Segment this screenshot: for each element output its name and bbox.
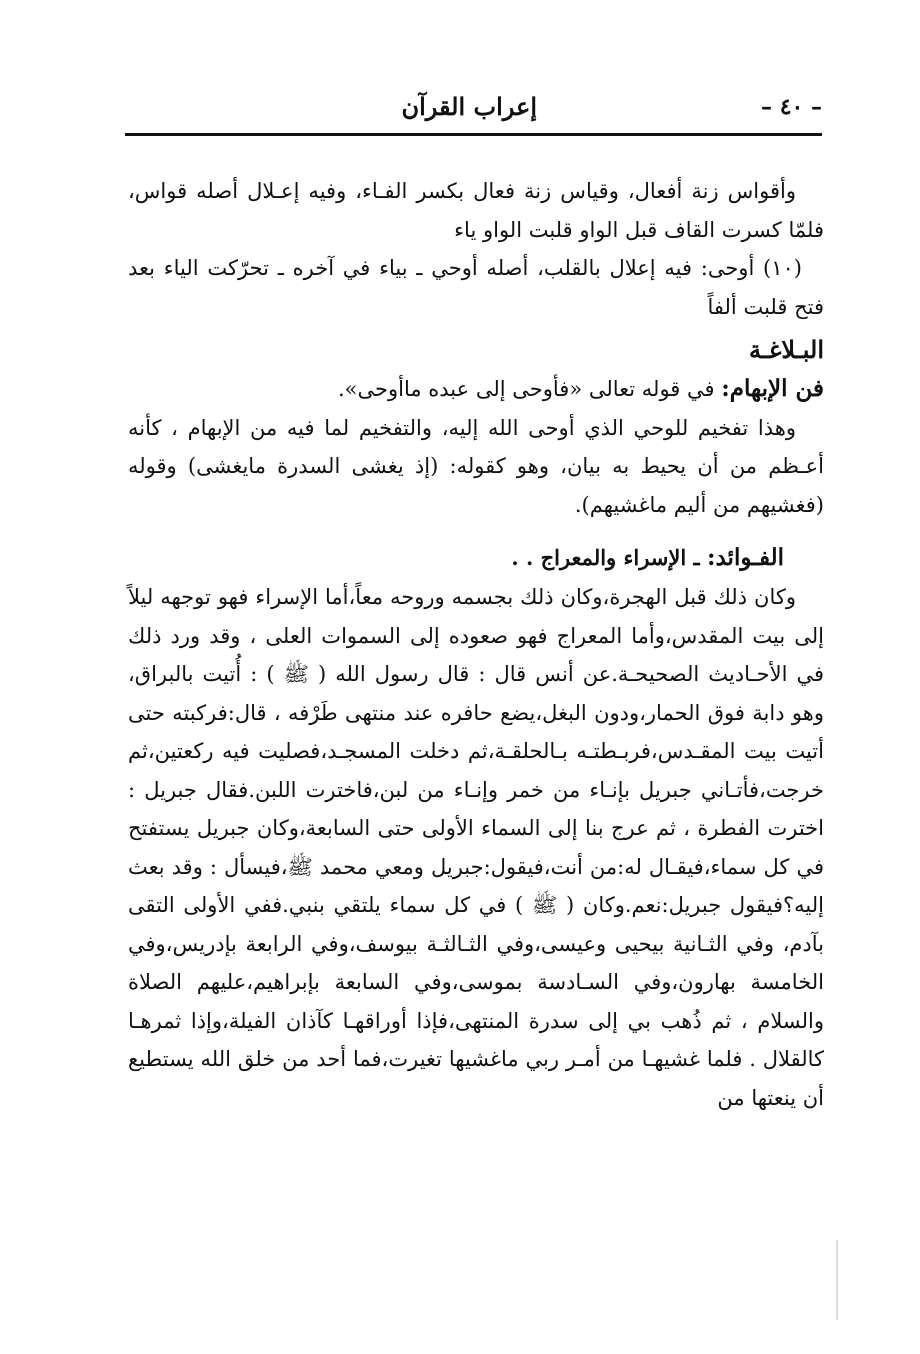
ibham-line: [128, 370, 824, 409]
paragraph-ibham-explanation: وهذا تفخيم للوحي الذي أوحى الله إليه، والتفخيم لما فيه من الإبهام ، كأنه أعـظم من أن يحيط به بيان، وهو كقوله: (إذ يغشى السدرة مايغشى) وقوله (فغشيهم من أليم ماغشيهم).: [128, 415, 824, 517]
page-header: [125, 92, 822, 136]
section-heading-balagha: البـلاغـة: [748, 335, 824, 364]
paragraph-note-10: (١٠) أوحى: فيه إعلال بالقلب، أصله أوحي ـ بياء في آخره ـ تحرّكت الياء بعد فتح قلبت ألفاً: [128, 256, 824, 319]
page-number: – ٤٠ –: [761, 94, 822, 120]
running-title: إعراب القرآن: [401, 92, 537, 121]
ibham-term: فن الإبهام:: [721, 375, 824, 402]
fawaid-title: ـ الإسراء والمعراج . .: [511, 545, 707, 570]
ibham-verse: في قوله تعالى «فأوحى إلى عبده ماأوحى».: [337, 377, 722, 401]
paragraph-isra-miraj: وكان ذلك قبل الهجرة،وكان ذلك بجسمه وروحه معاً،أما الإسراء فهو توجهه ليلاً إلى بيت المقدس،وأما المعراج فهو صعوده إلى السموات العلى ، وقد ورد ذلك في الأحـاديث الصحيحـة.عن أنس قال : قال رسول الله ( ﷺ ) : أُتيت بالبراق، وهو دابة فوق الحمار،ودون البغل،يضع حافره عند منتهى طَرْفه ، قال:فركبته حتى أتيت بيت المقـدس،فربـطتـه بـالحلقـة،ثم دخلت المسجـد،فصليت فيه ركعتين،ثم خرجت،فأتـاني جبريل بإنـاء من خمر وإنـاء من لبن،فاخترت اللبن.فقال جبريل : اخترت الفطرة ، ثم عرج بنا إلى السماء الأولى حتى السابعة،وكان جبريل يستفتح في كل سماء،فيقـال له:من أنت،فيقول:جبريل ومعي محمد ﷺ،فيسأل : وقد بعث إليه؟فيقول جبريل:نعم.وكان ( ﷺ ) في كل سماء يلتقي بنبي.ففي الأولى التقى بآدم، وفي الثـانية بيحيى وعيسى،وفي الثـالثـة بيوسف،وفي الرابعة بإدريس،وفي الخامسة بهارون،وفي السـادسة بموسى،وفي السابعة بإبراهيم،عليهم الصلاة والسلام ، ثم ذُهب بي إلى سدرة المنتهى،فإذا أوراقهـا كآذان الفيلة،وإذا ثمرهـا كالقلال . فلما غشيهـا من أمـر ربي ماغشيها تغيرت،فما أحد من خلق الله يستطيع أن ينعتها من: [128, 585, 824, 1110]
scan-mark: [836, 1240, 838, 1320]
header-rule: [125, 133, 822, 136]
page-body: [128, 172, 824, 1117]
fawaid-line: [128, 538, 824, 578]
paragraph-plural-forms: وأقواس زنة أفعال، وقياس زنة فعال بكسر الفـاء، وفيه إعـلال أصله قواس، فلمّا كسرت القاف قبل الواو قلبت الواو ياء: [128, 179, 824, 242]
fawaid-label: الفـوائد:: [706, 544, 784, 571]
